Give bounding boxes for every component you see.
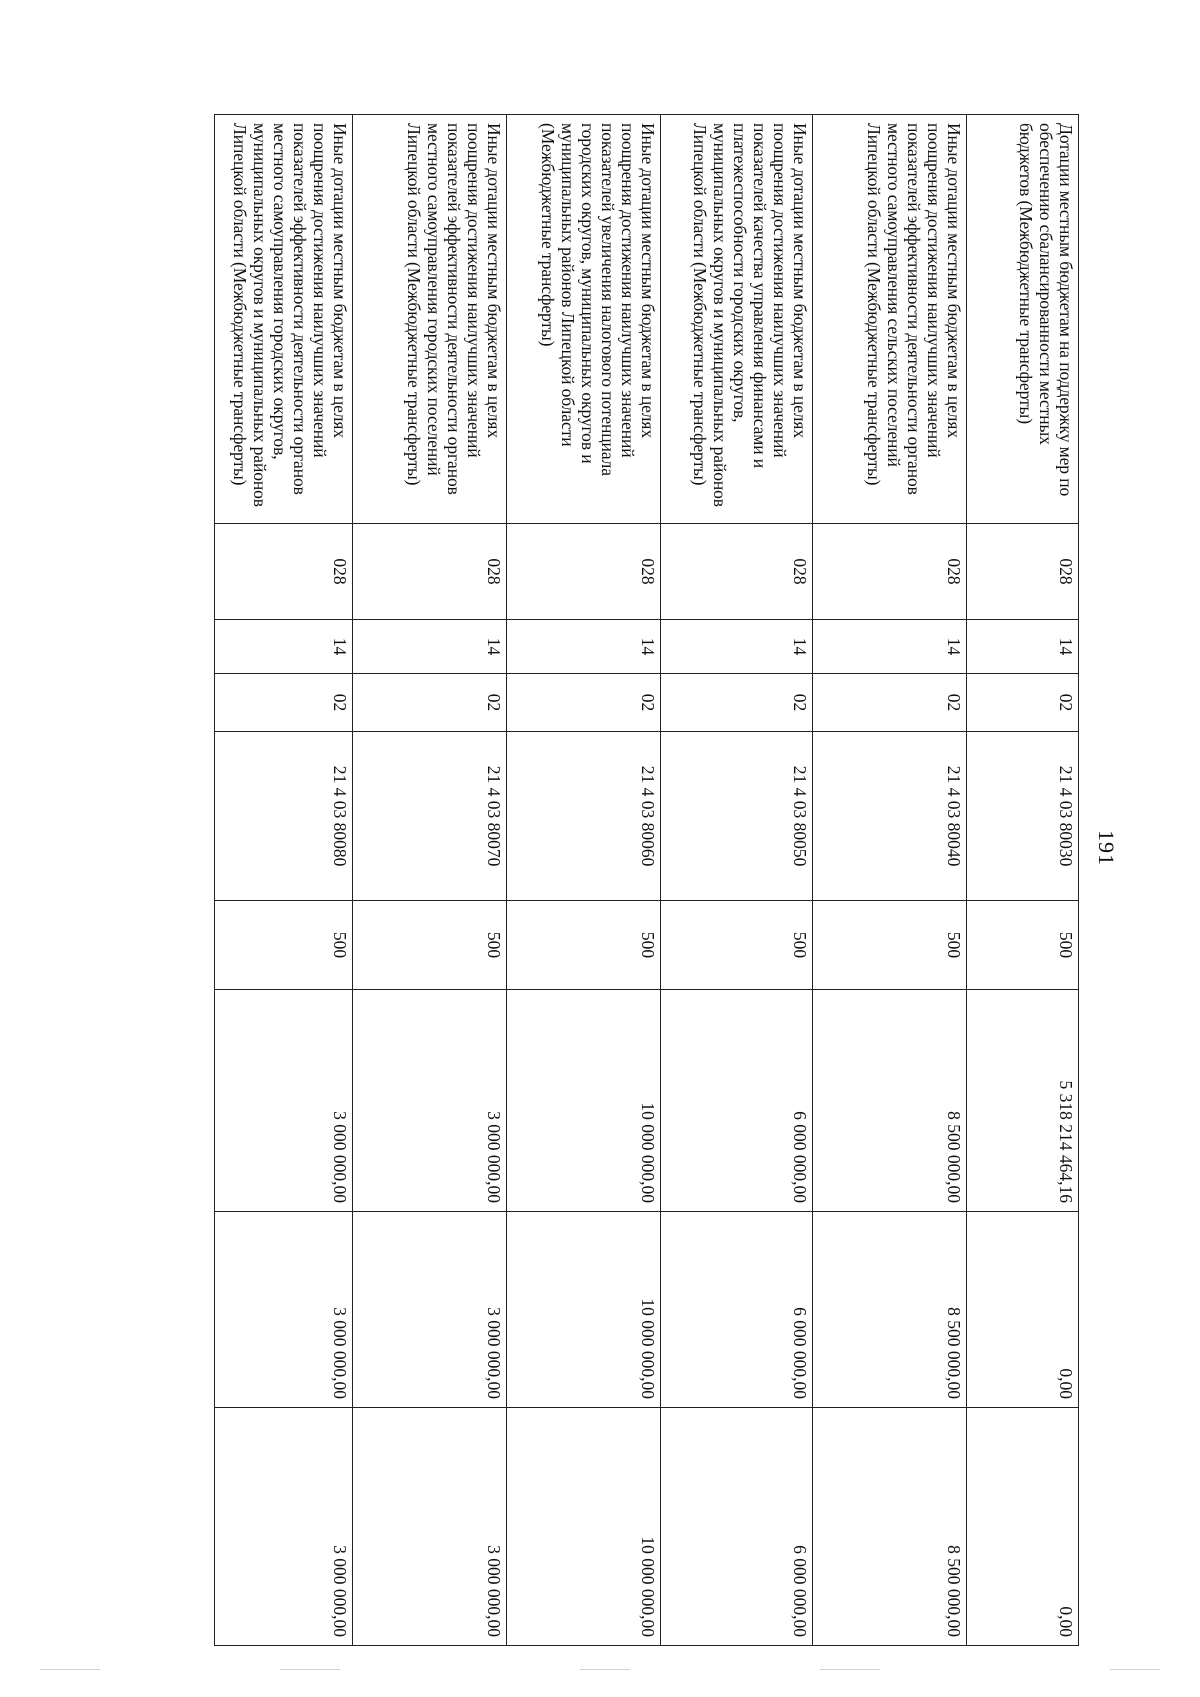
amount-year-1: 8 500 000,00 <box>813 990 967 1212</box>
section-code: 14 <box>507 620 661 674</box>
target-article-code: 21 4 03 80040 <box>813 732 967 901</box>
expense-type-code: 500 <box>967 901 1079 990</box>
amount-year-3: 0,00 <box>967 1408 1079 1646</box>
row-description: Иные дотации местным бюджетам в целях поощрения достижения наилучших значений показателей эффективности деятельности органов местного самоуправления городских округов, муниципальных округов и муниципальных районов Липецкой области (Межбюджетные трансферты) <box>215 115 353 524</box>
section-code: 14 <box>215 620 353 674</box>
row-description: Иные дотации местным бюджетам в целях поощрения достижения наилучших значений показателей эффективности деятельности органов местного самоуправления сельских поселений Липецкой области (Межбюджетные трансферты) <box>813 115 967 524</box>
scan-edge-marks <box>0 1669 1200 1673</box>
section-code: 14 <box>813 620 967 674</box>
target-article-code: 21 4 03 80060 <box>507 732 661 901</box>
row-description: Иные дотации местным бюджетам в целях поощрения достижения наилучших значений показателей эффективности деятельности органов местного самоуправления городских поселений Липецкой области (Межбюджетные трансферты) <box>353 115 507 524</box>
subsection-code: 02 <box>813 674 967 732</box>
amount-year-3: 3 000 000,00 <box>353 1408 507 1646</box>
target-article-code: 21 4 03 80030 <box>967 732 1079 901</box>
target-article-code: 21 4 03 80070 <box>353 732 507 901</box>
expense-type-code: 500 <box>661 901 813 990</box>
table-row <box>507 115 661 1646</box>
amount-year-2: 6 000 000,00 <box>661 1212 813 1408</box>
amount-year-2: 3 000 000,00 <box>215 1212 353 1408</box>
amount-year-1: 10 000 000,00 <box>507 990 661 1212</box>
subsection-code: 02 <box>353 674 507 732</box>
amount-year-3: 10 000 000,00 <box>507 1408 661 1646</box>
subsection-code: 02 <box>507 674 661 732</box>
table-row <box>967 115 1079 1646</box>
rotated-table-wrapper <box>215 114 1079 1645</box>
row-description: Дотации местным бюджетам на поддержку мер по обеспечению сбалансированности местных бюджетов (Межбюджетные трансферты) <box>967 115 1079 524</box>
row-description: Иные дотации местным бюджетам в целях поощрения достижения наилучших значений показателей увеличения налогового потенциала городских округов, муниципальных округов и муниципальных районов Липецкой области (Межбюджетные трансферты) <box>507 115 661 524</box>
section-code: 14 <box>353 620 507 674</box>
expense-type-code: 500 <box>353 901 507 990</box>
amount-year-2: 8 500 000,00 <box>813 1212 967 1408</box>
amount-year-1: 3 000 000,00 <box>215 990 353 1212</box>
table-row <box>353 115 507 1646</box>
amount-year-2: 0,00 <box>967 1212 1079 1408</box>
expense-type-code: 500 <box>215 901 353 990</box>
amount-year-3: 6 000 000,00 <box>661 1408 813 1646</box>
expense-type-code: 500 <box>507 901 661 990</box>
expense-type-code: 500 <box>813 901 967 990</box>
amount-year-2: 3 000 000,00 <box>353 1212 507 1408</box>
amount-year-3: 3 000 000,00 <box>215 1408 353 1646</box>
section-code: 14 <box>967 620 1079 674</box>
subsection-code: 02 <box>215 674 353 732</box>
target-article-code: 21 4 03 80050 <box>661 732 813 901</box>
ministry-code: 028 <box>507 524 661 620</box>
ministry-code: 028 <box>661 524 813 620</box>
table-row <box>215 115 353 1646</box>
ministry-code: 028 <box>813 524 967 620</box>
amount-year-1: 5 318 214 464,16 <box>967 990 1079 1212</box>
amount-year-3: 8 500 000,00 <box>813 1408 967 1646</box>
section-code: 14 <box>661 620 813 674</box>
budget-table <box>214 114 1079 1646</box>
amount-year-2: 10 000 000,00 <box>507 1212 661 1408</box>
ministry-code: 028 <box>215 524 353 620</box>
table-row <box>661 115 813 1646</box>
subsection-code: 02 <box>661 674 813 732</box>
amount-year-1: 6 000 000,00 <box>661 990 813 1212</box>
target-article-code: 21 4 03 80080 <box>215 732 353 901</box>
table-row <box>813 115 967 1646</box>
ministry-code: 028 <box>353 524 507 620</box>
page-number: 191 <box>1094 830 1119 866</box>
ministry-code: 028 <box>967 524 1079 620</box>
amount-year-1: 3 000 000,00 <box>353 990 507 1212</box>
subsection-code: 02 <box>967 674 1079 732</box>
row-description: Иные дотации местным бюджетам в целях поощрения достижения наилучших значений показателей качества управления финансами и платежеспособности городских округов, муниципальных округов и муниципальных районов Липецкой области (Межбюджетные трансферты) <box>661 115 813 524</box>
